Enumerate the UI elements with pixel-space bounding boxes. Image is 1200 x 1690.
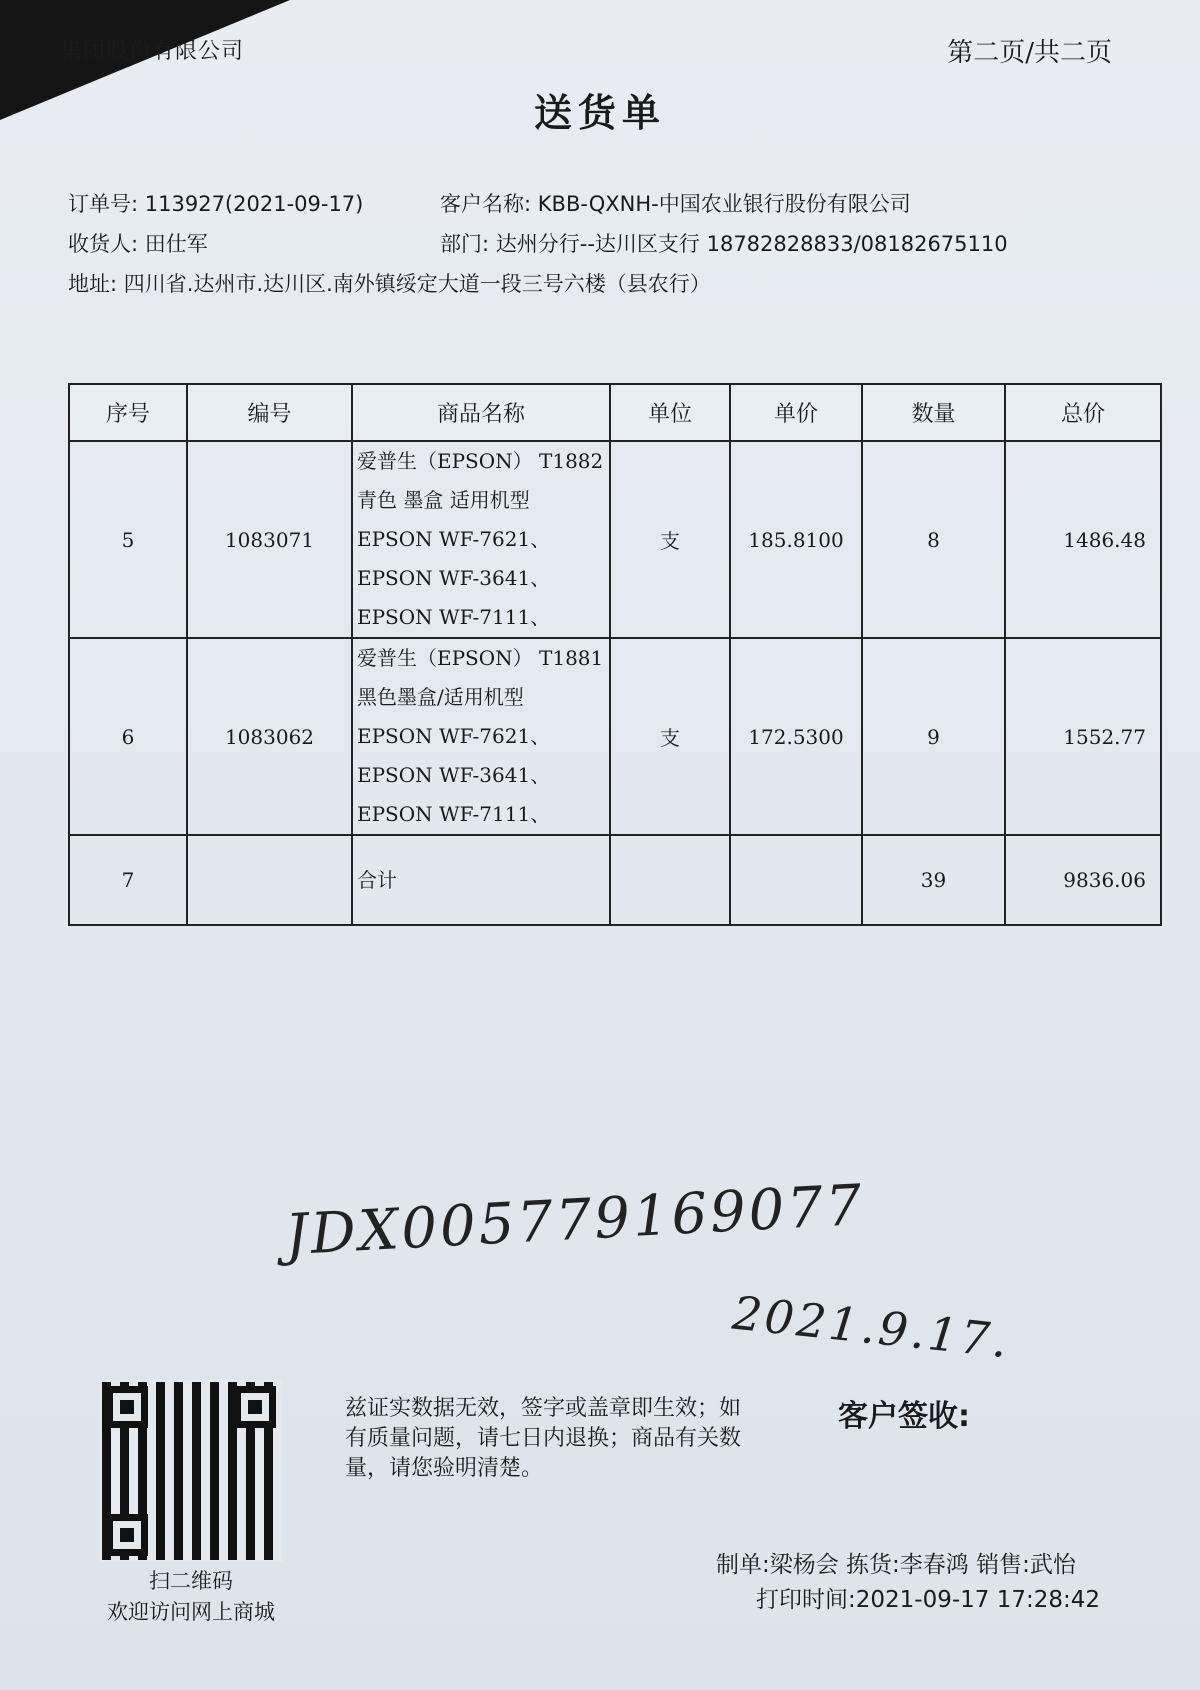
qr-code-icon (100, 1380, 282, 1562)
customer-label: 客户名称: (440, 192, 532, 216)
cell-unit-empty (610, 835, 730, 925)
qr-finder-icon (106, 1514, 148, 1556)
cell-total: 1552.77 (1005, 638, 1161, 835)
product-name-line: 爱普生（EPSON） T1882 (357, 449, 604, 473)
address-label: 地址: (68, 272, 118, 296)
table-row (69, 638, 1161, 835)
cell-total: 1486.48 (1005, 441, 1161, 638)
product-name-line: EPSON WF-7621、 (357, 527, 551, 551)
order-label: 订单号: (68, 192, 139, 216)
handwritten-tracking-number: JDX005779169077 (283, 1172, 867, 1269)
table-total-row (69, 835, 1161, 925)
header-price: 单价 (730, 384, 862, 441)
cell-seq: 6 (69, 638, 187, 835)
cell-qty: 8 (862, 441, 1005, 638)
receiver (68, 228, 208, 258)
qr-caption-line: 欢迎访问网上商城 (107, 1600, 275, 1624)
customer-value: KBB-QXNH-中国农业银行股份有限公司 (537, 192, 911, 216)
qr-caption (71, 1566, 311, 1628)
customer-signature-label: 客户签收: (838, 1399, 970, 1434)
cell-seq: 7 (69, 835, 187, 925)
header-qty: 数量 (862, 384, 1005, 441)
cell-product-name (352, 441, 610, 638)
cell-unit: 支 (610, 638, 730, 835)
staff-line: 制单:梁杨会 拣货:李春鸿 销售:武怡 (716, 1552, 1076, 1578)
cell-code-empty (187, 835, 352, 925)
header-seq: 序号 (69, 384, 187, 441)
product-name-line: EPSON WF-7111、 (357, 605, 551, 629)
cell-product-name (352, 638, 610, 835)
cell-code: 1083062 (187, 638, 352, 835)
cell-seq: 5 (69, 441, 187, 638)
qr-finder-icon (234, 1386, 276, 1428)
cell-grand-total: 9836.06 (1005, 835, 1161, 925)
items-table (68, 383, 1162, 926)
table-header-row (69, 384, 1161, 441)
dept-label: 部门: (440, 232, 490, 256)
header-unit: 单位 (610, 384, 730, 441)
address (68, 268, 711, 298)
handwritten-date: 2021.9.17. (729, 1285, 1013, 1369)
product-name-line: EPSON WF-3641、 (357, 566, 551, 590)
company-name: 集团股份有限公司 (60, 39, 245, 64)
header-name: 商品名称 (352, 384, 610, 441)
cell-price-empty (730, 835, 862, 925)
qr-caption-line: 扫二维码 (149, 1569, 233, 1593)
cell-code: 1083071 (187, 441, 352, 638)
header-code: 编号 (187, 384, 352, 441)
dept-value: 达州分行--达川区支行 18782828833/08182675110 (495, 232, 1008, 256)
department (440, 228, 1008, 258)
product-name-line: EPSON WF-7621、 (357, 724, 551, 748)
cell-price: 185.8100 (730, 441, 862, 638)
document-title: 送货单 (533, 91, 666, 135)
product-name-line: EPSON WF-7111、 (357, 802, 551, 826)
qr-finder-icon (106, 1386, 148, 1428)
product-name-line: EPSON WF-3641、 (357, 763, 551, 787)
order-number (68, 188, 363, 218)
customer-name (440, 188, 911, 218)
header-total: 总价 (1005, 384, 1161, 441)
receiver-label: 收货人: (68, 232, 139, 256)
order-value: 113927(2021-09-17) (144, 192, 364, 216)
product-name-line: 爱普生（EPSON） T1881 (357, 646, 604, 670)
cell-qty: 39 (862, 835, 1005, 925)
cell-price: 172.5300 (730, 638, 862, 835)
notice-text: 兹证实数据无效，签字或盖章即生效；如有质量问题，请七日内退换；商品有关数量，请您验明清楚。 (345, 1396, 742, 1481)
address-value: 四川省.达州市.达川区.南外镇绥定大道一段三号六楼（县农行） (123, 272, 711, 296)
page-indicator: 第二页/共二页 (947, 38, 1112, 68)
product-name-line: 黑色墨盒/适用机型 (357, 685, 524, 709)
table-row (69, 441, 1161, 638)
cell-unit: 支 (610, 441, 730, 638)
print-time: 打印时间:2021-09-17 17:28:42 (756, 1587, 1101, 1613)
product-name-line: 青色 墨盒 适用机型 (357, 488, 530, 512)
cell-qty: 9 (862, 638, 1005, 835)
receiver-value: 田仕军 (144, 232, 208, 256)
cell-total-label: 合计 (352, 835, 610, 925)
